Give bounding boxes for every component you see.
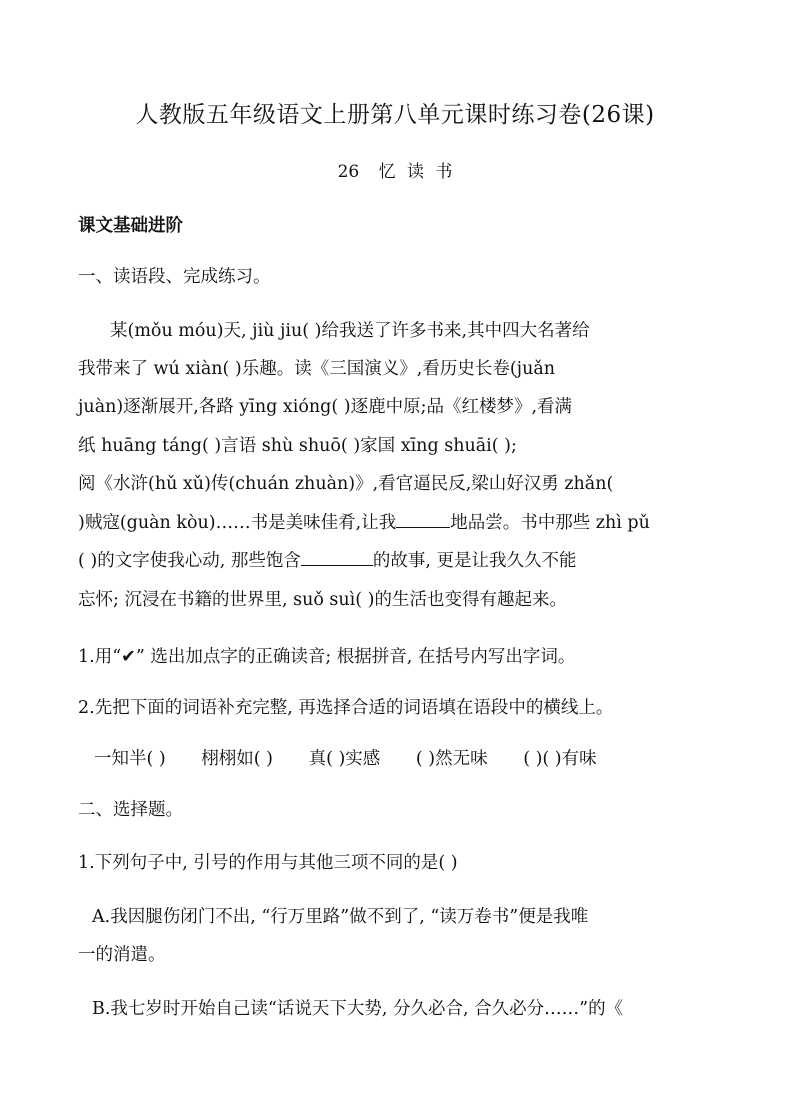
passage-line: 忘怀; 沉浸在书籍的世界里, suǒ suì( )的生活也变得有趣起来。 <box>78 590 567 610</box>
part-two-heading: 二、选择题。 <box>78 800 183 820</box>
passage-line: juàn)逐渐展开,各路 yīng xióng( )逐鹿中原;品《红楼梦》,看满 <box>78 397 573 417</box>
question-two: 2.先把下面的词语补充完整, 再选择合适的词语填在语段中的横线上。 <box>78 698 614 718</box>
passage-text: )贼寇(guàn kòu)……书是美味佳肴,让我 <box>78 513 397 533</box>
worksheet-title: 人教版五年级语文上册第八单元课时练习卷(26课) <box>135 102 655 128</box>
mc-option-a[interactable]: A.我因腿伤闭门不出, “行万里路”做不到了, “读万卷书”便是我唯 <box>92 907 589 927</box>
passage-line <box>78 547 718 572</box>
question-text: ” 选出加点字的正确读音; 根据拼音, 在括号内写出字词。 <box>135 647 576 667</box>
checkmark-icon: ✔ <box>121 647 136 667</box>
part-one-heading: 一、读语段、完成练习。 <box>78 267 271 287</box>
mc-option-a-cont: 一的消遣。 <box>78 945 166 965</box>
passage-line: 阅《水浒(hǔ xǔ)传(chuán zhuàn)》,看官逼民反,梁山好汉勇 zhǎn( <box>78 474 614 494</box>
question-one <box>78 643 718 668</box>
word-item: 栩栩如( ) <box>201 749 274 769</box>
word-bank <box>94 745 734 770</box>
word-item: ( )( )有味 <box>523 749 597 769</box>
lesson-number: 26 <box>337 162 360 182</box>
passage-text: ( )的文字使我心动, 那些饱含 <box>78 551 301 571</box>
mc-question-one: 1.下列句子中, 引号的作用与其他三项不同的是( ) <box>78 853 458 873</box>
lesson-title: 忆 读 书 <box>378 162 453 182</box>
passage-line: 我带来了 wú xiàn( )乐趣。读《三国演义》,看历史长卷(juǎn <box>78 359 556 379</box>
passage-text: 的故事, 更是让我久久不能 <box>372 551 577 571</box>
passage-text: 地品尝。书中那些 zhì pǔ <box>450 513 650 533</box>
mc-option-b[interactable]: B.我七岁时开始自己读“话说天下大势, 分久必合, 合久必分……”的《 <box>92 999 624 1019</box>
question-text: 1.用“ <box>78 647 122 667</box>
passage-line <box>78 509 718 534</box>
word-item: ( )然无味 <box>415 749 488 769</box>
word-item: 真( )实感 <box>308 749 381 769</box>
section-heading-basic: 课文基础进阶 <box>78 216 183 236</box>
lesson-heading <box>0 157 790 182</box>
fill-in-blank[interactable] <box>301 549 373 566</box>
passage-line: 某(mǒu móu)天, jiù jiu( )给我送了许多书来,其中四大名著给 <box>110 321 590 341</box>
fill-in-blank[interactable] <box>396 511 450 528</box>
word-item: 一知半( ) <box>94 749 166 769</box>
passage-line: 纸 huāng táng( )言语 shù shuō( )家国 xīng shuāi( ); <box>78 436 517 456</box>
